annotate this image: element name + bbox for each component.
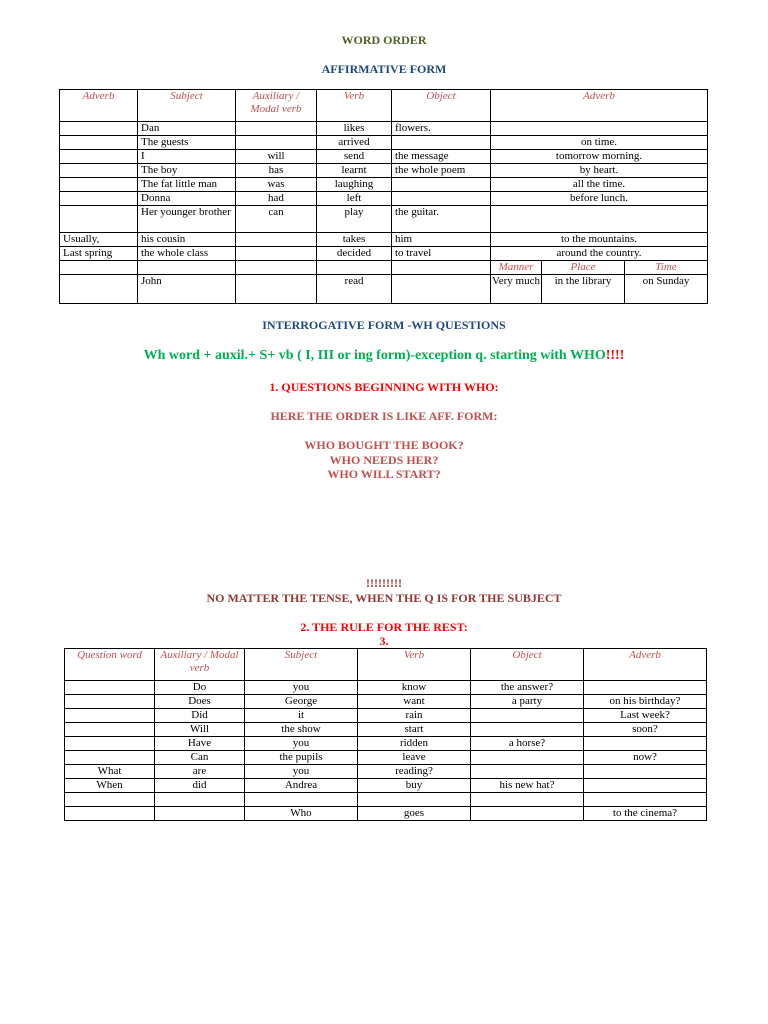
cell: ridden bbox=[358, 737, 471, 751]
cell: Did bbox=[155, 709, 245, 723]
subheader-cell bbox=[491, 261, 708, 275]
cell bbox=[65, 681, 155, 695]
cell bbox=[584, 793, 707, 807]
cell bbox=[236, 136, 317, 150]
cell: goes bbox=[358, 807, 471, 821]
cell bbox=[65, 695, 155, 709]
cell bbox=[236, 122, 317, 136]
interrogative-heading: INTERROGATIVE FORM -WH QUESTIONS bbox=[262, 318, 506, 332]
cell bbox=[471, 723, 584, 737]
cell: laughing bbox=[317, 178, 392, 192]
cell: When bbox=[65, 779, 155, 793]
time-value: on Sunday bbox=[642, 275, 690, 287]
cell: read bbox=[317, 275, 392, 304]
example-3: WHO WILL START? bbox=[327, 467, 441, 481]
affirmative-table bbox=[59, 89, 708, 304]
cell: send bbox=[317, 150, 392, 164]
cell bbox=[155, 793, 245, 807]
cell bbox=[236, 247, 317, 261]
header-object: Object bbox=[392, 90, 491, 122]
cell: the guitar. bbox=[392, 206, 491, 233]
cell bbox=[584, 765, 707, 779]
cell: Usually, bbox=[60, 233, 138, 247]
table-row bbox=[65, 793, 707, 807]
place-value: in the library bbox=[542, 275, 625, 303]
cell: Her younger brother bbox=[138, 206, 236, 233]
affirmative-heading: AFFIRMATIVE FORM bbox=[321, 62, 447, 76]
cell bbox=[471, 709, 584, 723]
cell: him bbox=[392, 233, 491, 247]
cell: learnt bbox=[317, 164, 392, 178]
table-row bbox=[60, 164, 708, 178]
table-row bbox=[65, 737, 707, 751]
cell bbox=[65, 807, 155, 821]
cell: the pupils bbox=[245, 751, 358, 765]
cell bbox=[60, 275, 138, 304]
cell bbox=[392, 178, 491, 192]
cell: you bbox=[245, 737, 358, 751]
example-1: WHO BOUGHT THE BOOK? bbox=[304, 438, 464, 452]
cell bbox=[471, 765, 584, 779]
cell: Dan bbox=[138, 122, 236, 136]
table-row bbox=[60, 192, 708, 206]
cell: Who bbox=[245, 807, 358, 821]
cell: had bbox=[236, 192, 317, 206]
bangs: !!!!!!!!! bbox=[366, 576, 402, 590]
table-row bbox=[60, 275, 708, 304]
cell bbox=[584, 779, 707, 793]
cell: on his birthday? bbox=[584, 695, 707, 709]
cell bbox=[60, 261, 138, 275]
page-title: WORD ORDER bbox=[341, 33, 427, 47]
question-table bbox=[64, 648, 707, 821]
table-row bbox=[60, 261, 708, 275]
cell bbox=[65, 793, 155, 807]
table-row bbox=[65, 779, 707, 793]
cell: to the cinema? bbox=[584, 807, 707, 821]
cell: it bbox=[245, 709, 358, 723]
header-adverb-2: Adverb bbox=[491, 90, 708, 122]
cell bbox=[471, 807, 584, 821]
cell bbox=[491, 206, 708, 233]
cell: the message bbox=[392, 150, 491, 164]
cell: want bbox=[358, 695, 471, 709]
cell bbox=[317, 261, 392, 275]
cell: start bbox=[358, 723, 471, 737]
cell: Last week? bbox=[584, 709, 707, 723]
subheader-place: Place bbox=[542, 261, 625, 274]
cell: you bbox=[245, 681, 358, 695]
cell: rain bbox=[358, 709, 471, 723]
cell bbox=[60, 122, 138, 136]
cell: The guests bbox=[138, 136, 236, 150]
cell: you bbox=[245, 765, 358, 779]
subheader-time: Time bbox=[655, 261, 677, 273]
cell: left bbox=[317, 192, 392, 206]
cell: around the country. bbox=[491, 247, 708, 261]
header-aux: Auxiliary / Modal verb bbox=[236, 90, 317, 122]
header-verb: Verb bbox=[317, 90, 392, 122]
cell: arrived bbox=[317, 136, 392, 150]
cell bbox=[60, 178, 138, 192]
cell: was bbox=[236, 178, 317, 192]
table-row bbox=[60, 178, 708, 192]
cell: George bbox=[245, 695, 358, 709]
cell: takes bbox=[317, 233, 392, 247]
cell: reading? bbox=[358, 765, 471, 779]
cell: likes bbox=[317, 122, 392, 136]
cell bbox=[471, 751, 584, 765]
header-adverb: Adverb bbox=[60, 90, 138, 122]
cell bbox=[471, 793, 584, 807]
cell: Do bbox=[155, 681, 245, 695]
cell: his cousin bbox=[138, 233, 236, 247]
cell bbox=[236, 233, 317, 247]
cell bbox=[60, 136, 138, 150]
cell: did bbox=[155, 779, 245, 793]
cell: can bbox=[236, 206, 317, 233]
cell: to travel bbox=[392, 247, 491, 261]
cell: the whole poem bbox=[392, 164, 491, 178]
cell: by heart. bbox=[491, 164, 708, 178]
cell: the show bbox=[245, 723, 358, 737]
order-note: HERE THE ORDER IS LIKE AFF. FORM: bbox=[270, 409, 498, 423]
cell bbox=[60, 164, 138, 178]
cell bbox=[236, 275, 317, 304]
table-row bbox=[65, 807, 707, 821]
cell bbox=[65, 737, 155, 751]
cell: on time. bbox=[491, 136, 708, 150]
cell: The boy bbox=[138, 164, 236, 178]
header-object: Object bbox=[471, 649, 584, 681]
header-question-word: Question word bbox=[65, 649, 155, 681]
cell: now? bbox=[584, 751, 707, 765]
cell: all the time. bbox=[491, 178, 708, 192]
cell: buy bbox=[358, 779, 471, 793]
cell bbox=[358, 793, 471, 807]
cell: will bbox=[236, 150, 317, 164]
cell bbox=[491, 122, 708, 136]
cell bbox=[155, 807, 245, 821]
cell: Donna bbox=[138, 192, 236, 206]
cell: What bbox=[65, 765, 155, 779]
table-row bbox=[65, 681, 707, 695]
manner-value: Very much bbox=[491, 275, 542, 303]
cell: Andrea bbox=[245, 779, 358, 793]
header-adverb: Adverb bbox=[584, 649, 707, 681]
header-aux: Auxiliary / Modal verb bbox=[155, 649, 245, 681]
cell bbox=[584, 737, 707, 751]
cell bbox=[392, 136, 491, 150]
header-verb: Verb bbox=[358, 649, 471, 681]
table-row bbox=[65, 695, 707, 709]
table-row bbox=[60, 247, 708, 261]
who-heading: 1. QUESTIONS BEGINNING WITH WHO: bbox=[269, 380, 499, 394]
table-row bbox=[65, 765, 707, 779]
header-subject: Subject bbox=[245, 649, 358, 681]
cell: play bbox=[317, 206, 392, 233]
rule-heading: 2. THE RULE FOR THE REST: bbox=[300, 620, 468, 634]
cell: tomorrow morning. bbox=[491, 150, 708, 164]
table-row bbox=[60, 150, 708, 164]
cell: to the mountains. bbox=[491, 233, 708, 247]
cell bbox=[138, 261, 236, 275]
subheader-manner: Manner bbox=[491, 261, 542, 274]
table-row bbox=[65, 709, 707, 723]
cell: know bbox=[358, 681, 471, 695]
table-row bbox=[60, 233, 708, 247]
cell: flowers. bbox=[392, 122, 491, 136]
cell bbox=[65, 709, 155, 723]
cell: decided bbox=[317, 247, 392, 261]
cell: John bbox=[138, 275, 236, 304]
cell bbox=[60, 206, 138, 233]
cell: Does bbox=[155, 695, 245, 709]
cell: a horse? bbox=[471, 737, 584, 751]
cell bbox=[392, 275, 491, 304]
example-2: WHO NEEDS HER? bbox=[329, 453, 439, 467]
table-row bbox=[65, 723, 707, 737]
cell: The fat little man bbox=[138, 178, 236, 192]
table-row bbox=[60, 122, 708, 136]
cell: Last spring bbox=[60, 247, 138, 261]
cell: has bbox=[236, 164, 317, 178]
header-subject: Subject bbox=[138, 90, 236, 122]
cell: Can bbox=[155, 751, 245, 765]
cell: the whole class bbox=[138, 247, 236, 261]
cell: a party bbox=[471, 695, 584, 709]
cell bbox=[60, 192, 138, 206]
cell bbox=[392, 192, 491, 206]
cell: Have bbox=[155, 737, 245, 751]
cell: I bbox=[138, 150, 236, 164]
cell: the answer? bbox=[471, 681, 584, 695]
cell: Will bbox=[155, 723, 245, 737]
cell: leave bbox=[358, 751, 471, 765]
cell bbox=[584, 681, 707, 695]
table-row bbox=[60, 206, 708, 233]
cell bbox=[65, 723, 155, 737]
cell bbox=[392, 261, 491, 275]
cell bbox=[245, 793, 358, 807]
cell: are bbox=[155, 765, 245, 779]
adverb-split-cell bbox=[491, 275, 708, 304]
cell bbox=[65, 751, 155, 765]
cell bbox=[60, 150, 138, 164]
list-number-3: 3. bbox=[379, 634, 389, 648]
table-row bbox=[65, 751, 707, 765]
table-row bbox=[60, 136, 708, 150]
cell: soon? bbox=[584, 723, 707, 737]
cell: before lunch. bbox=[491, 192, 708, 206]
cell: his new hat? bbox=[471, 779, 584, 793]
cell bbox=[236, 261, 317, 275]
formula: Wh word + auxil.+ S+ vb ( I, III or ing form)-exception q. starting with WHO!!!! bbox=[143, 348, 625, 363]
no-matter-note: NO MATTER THE TENSE, WHEN THE Q IS FOR THE SUBJECT bbox=[206, 591, 562, 605]
